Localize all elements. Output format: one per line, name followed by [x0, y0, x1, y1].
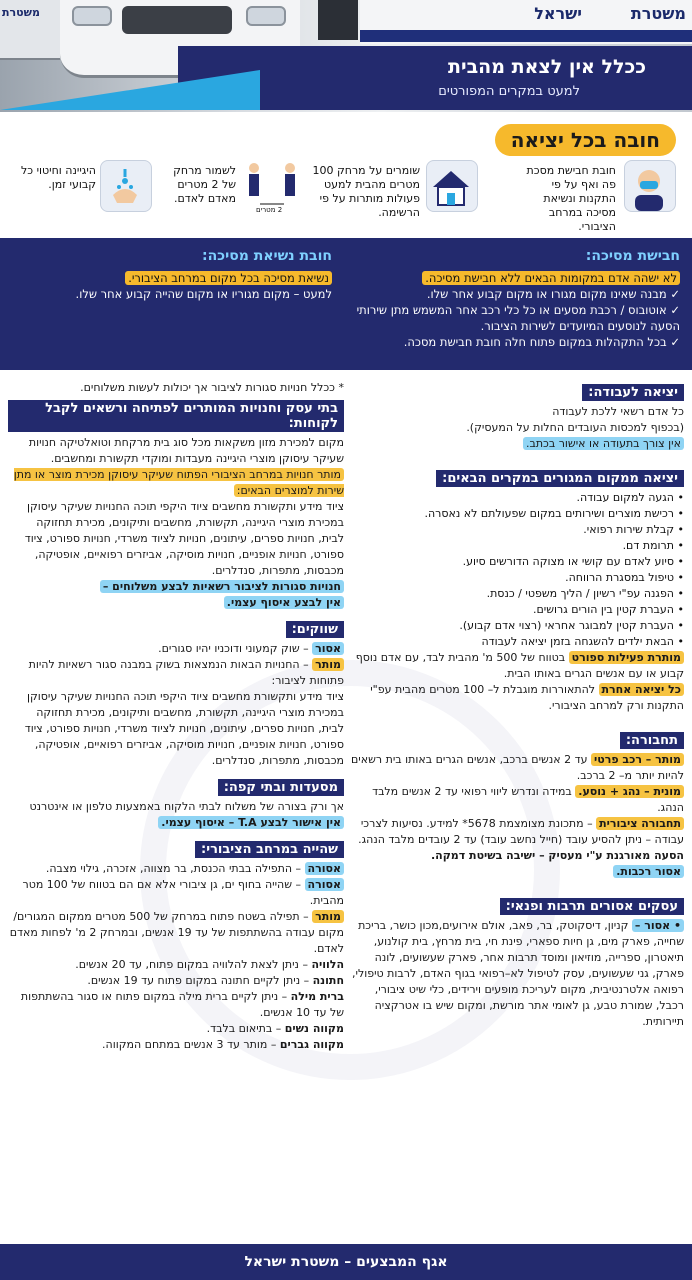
no-pickup: אין לבצע איסוף עצמי. [224, 596, 344, 609]
work-text: כל אדם רשאי ללכת לעבודה [552, 405, 684, 418]
page-title: ככלל אין לצאת מהבית [448, 56, 646, 78]
police-car-left-label: משטרת [2, 6, 40, 19]
public-rule: מותר – תפילה בשטח פתוח במרחק של 500 מטרים ממקום המגורים/ מקום עבודה בהשתתפות של עד 19 אנשים, ובמרחק 2 מ' לפחות מאדם לאדם. [9, 910, 344, 955]
public-space-section [8, 837, 344, 1053]
exit-heading: יציאה ממקום המגורים במקרים הבאים: [436, 470, 684, 487]
public-rule: ברית מילה – ניתן לקיים ברית מילה במקום פתוח או סגור בהשתתפות של עד 10 אנשים. [20, 990, 344, 1019]
work-text-2: (בכפוף למכסות העובדים החלות על המעסיק). [466, 421, 684, 434]
mask-wear-item: ✓ בכל התקהלות במקום פתוח חלה חובת חבישת מסכה. [403, 335, 680, 349]
list-item: • הבאת ילדים להשגחה בזמן יציאה לעבודה [348, 634, 684, 650]
business-heading: בתי עסק וחנויות המותרים לפתיחה ורשאים לקבל לקוחות: [8, 400, 344, 432]
headlight-right [246, 6, 286, 26]
left-column [8, 380, 344, 1059]
public-rule: הלוויה – ניתן לצאת להלוויה במקום פתוח, עד 20 אנשים. [75, 958, 344, 971]
markets-forbid: אסור – שוק קמעוני ודוכניו יהיו סגורים. [8, 641, 344, 657]
mask-carry-column [12, 248, 332, 302]
mask-carry-title: חובת נשיאת מסיכה: [201, 248, 332, 264]
mask-wear-title: חבישת מסיכה: [585, 248, 680, 264]
duty-icons-row [0, 160, 692, 232]
markets-section [8, 617, 344, 769]
house-icon [426, 160, 478, 212]
business-text-2: ציוד מידע ותקשורת מחשבים ציוד היקפי תוכה החנויות שעיקר עיסוקן במכירת מוצרי היגיינה, תקשורת, מחשבים ותיקונים, מכירת תחזוקה לבית, חנויות ספרים, עיתונים, חנויות לציוד משרדי, חנויות ספורט, ציוד ספורט, חנויות אופניים, חנויות מוסיקה, אביזרים רפואיים, אופטיקה, מכבסות, מתפרות, סנדלרים. [24, 500, 344, 577]
mask-wear-column [350, 248, 680, 350]
mask-carry-text: למעט – מקום מגוריו או מקום שהייה קבוע אחר שלו. [75, 287, 332, 301]
list-item: • קבלת שירות רפואי. [348, 522, 684, 538]
rules-body [0, 380, 692, 1240]
business-section [8, 396, 344, 611]
mask-wear-item: ✓ מבנה שאינו מקום מגורו או מקום קבוע אחר שלו. [426, 287, 680, 301]
food-section [8, 775, 344, 831]
duty-text-mask: חובת חבישת מסכת פה ואף על פי התקנות ונשיאת מסיכה במרחב הציבורי. [526, 164, 616, 233]
police-car-right-label: משטרת [630, 4, 686, 23]
exit-section [348, 466, 684, 714]
private-car-rule: מותר – רכב פרטי עד 2 אנשים ברכב, אנשים הגרים באותו בית רשאים להיות יותר מ– 2 ברכב. [350, 753, 684, 782]
list-item: • הפגנה עפ"י רשיון / הליך משפטי / כנסת. [348, 586, 684, 602]
rail-rule: אסור רכבות. [613, 865, 684, 878]
work-heading: יציאה לעבודה: [582, 384, 684, 401]
taxi-rule: מונית – נהג + נוסע. במידה ונדרש ליווי רפואי עד 2 אנשים מלבד הנהג. [372, 785, 684, 814]
page-subtitle: למעט במקרים המפורטים [438, 84, 580, 99]
culture-heading: עסקים אסורים תרבות ופנאי: [500, 898, 684, 915]
police-car-left [0, 0, 60, 60]
list-item: • תרומת דם. [348, 538, 684, 554]
markets-heading: שווקים: [286, 621, 344, 638]
handwash-icon [100, 160, 152, 212]
culture-text: • אסור – קניון, דיסקוטק, בר, פאב, אולם אירועים,מכון כושר, בריכת שחייה, פארק מים, גן חיות ספארי, פינת חי, בית מרחץ, בית קולנוע, תיאטרון, ספרייה, מוזיאון ומוסד תרבות אחר, פארק שעשועים, לונה פארק, גני שעשועים, עסק לטיפול לא–רפואי בגוף האדם, לרבות טיפולי, רפואה אלטרנטיבית, מקום לעריכת מופעים וירידים, כלי שיט ציבורי, רכבל, שמורת טבע, גן לאומי אתר מורשת, ומקום שיש בו אטרקציה תיירותית. [352, 919, 684, 1028]
markets-allow: מותר – החנויות הבאות הנמצאות בשוק במבנה סגור רשאיות להיות פתוחות לציבור: [28, 658, 344, 687]
work-section [348, 380, 684, 452]
closed-stores-delivery: חנויות סגורות לציבור רשאיות לבצע משלוחים – [100, 580, 344, 593]
sport-rule: מותרת פעילות ספורט בטווח של 500 מ' מהבית לבד, עם אדם נוסף קבוע או עם אנשים הגרים באותו הבית. [355, 651, 684, 680]
list-item: • הגעה למקום עבודה. [348, 490, 684, 506]
public-rule: אסורה – שהייה בחוף ים, גן ציבורי אלא אם הם בטווח של 100 מטר מהבית. [22, 878, 344, 907]
food-highlight: אין אישור לבצע T.A – איסוף עצמי. [158, 816, 344, 829]
officer-figure [318, 0, 358, 40]
other-exit-rule: כל יציאה אחרת להתאוררות מוגבלת ל– 100 מטרים מהבית עפ"י התקנות ורק למרחב הציבורי. [370, 683, 684, 712]
list-item: • רכישת מוצרים ושירותים במקום שפעולתם לא נאסרה. [348, 506, 684, 522]
car-stripe [360, 30, 692, 42]
public-rule: חתונה – ניתן לקיים חתונה במקום פתוח עד 19 אנשים. [87, 974, 344, 987]
hero-photo [0, 0, 692, 112]
list-item: • סיוע לאדם עם קושי או מצוקה הדורשים סיוע. [348, 554, 684, 570]
employer-shuttle-rule: הסעה מאורגנת ע"י מעסיק – ישיבה בשיטת דמקה. [430, 849, 684, 862]
list-item: • טיפול במסגרת הרווחה. [348, 570, 684, 586]
public-transport-rule: תחבורה ציבורית – מתכונת מצומצמת 5678* למידע. נסיעות לצרכי עבודה – ניתן להסיע עובד (חייל נחשב עובד) עד 2 עובדים מלבד הנהג. [358, 817, 684, 846]
car-grille [122, 6, 232, 34]
duty-text-distance-home: שומרים על מרחק 100 מטרים מהבית למעט פעולות מותרות על פי הרשימה. [312, 164, 420, 219]
footer-credit: אגף המבצעים – משטרת ישראל [0, 1244, 692, 1280]
stores-note: * ככלל חנויות סגורות לציבור אך יכולות לעשות משלוחים. [80, 381, 344, 394]
duty-text-hygiene: היגיינה וחיטוי כל קבועי זמן. [21, 164, 96, 191]
list-item: • העברת קטין למבוגר אחראי (רצוי אדם קבוע). [348, 618, 684, 634]
exit-list [348, 490, 684, 650]
mask-person-icon [624, 160, 676, 212]
distance-icon [242, 160, 302, 212]
mask-wear-lead: לא ישהה אדם במקומות הבאים ללא חבישת מסיכה. [422, 271, 680, 285]
right-column [348, 380, 684, 1036]
public-rule: אסורה – התפילה בבתי הכנסת, בר מצווה, אזכרה, גילוי מצבה. [8, 861, 344, 877]
duty-badge: חובה בכל יציאה [495, 124, 676, 156]
list-item: • העברת קטין בין הורים גרושים. [348, 602, 684, 618]
public-space-heading: שהייה במרחב הציבורי: [195, 841, 344, 858]
distance-icon-label: 2 מטרים [256, 206, 283, 214]
mask-carry-lead: נשיאת מסיכה בכל מקום במרחב הציבורי. [125, 271, 332, 285]
headlight-left [72, 6, 112, 26]
police-car-right [360, 0, 692, 44]
food-heading: מסעדות ובתי קפה: [218, 779, 344, 796]
food-text: אך ורק בצורה של משלוח לבתי הלקוח באמצעות טלפון או אינטרנט [29, 800, 344, 813]
public-rule: מקווה גברים – מותר עד 3 אנשים במתחם המקווה. [102, 1038, 344, 1051]
work-highlight: אין צורך בתעודה או אישור בכתב. [523, 437, 684, 450]
mask-wear-item: ✓ אוטובוס / רכבת מסעים או כל כלי רכב אחר המשמש מתן שירותי הסעה לנוסעים המיועדים לשירות הציבור. [356, 303, 680, 333]
transport-heading: תחבורה: [620, 732, 684, 749]
police-car-right-label-2: ישראל [534, 4, 582, 23]
public-rule: מקווה נשים – בתיאום בלבד. [206, 1022, 344, 1035]
markets-text: ציוד מידע ותקשורת מחשבים ציוד היקפי תוכה החנויות שעיקר עיסוקן במכירת מוצרי היגיינה, תקשורת, מחשבים ותיקונים, מכירת תחזוקה לבית, חנויות ספרים, עיתונים, חנויות לציוד משרדי, חנויות ספורט, ציוד ספורט, חנויות אופניים, חנויות מוסיקה, אביזרים רפואיים, אופטיקה, מכבסות, מתפרות, סנדלרים. [24, 690, 344, 767]
transport-section [348, 728, 684, 880]
duty-text-two-meters: לשמור מרחק של 2 מטרים מאדם לאדם. [173, 164, 236, 205]
culture-section [348, 894, 684, 1030]
mask-band [0, 238, 692, 370]
business-text: מקום למכירת מזון משקאות מכל סוג בית מרקחת וטואלטיקה חנויות שעיקר עיסוקן מוצרי היגיינה מעבדות ומוקדי תקשורת ומחשבים. [28, 436, 344, 465]
business-highlight: מותר חנויות במרחב הציבורי הפתוח שעיקר עיסוקן מכירת מוצר או מתן שירות למוצרים הבאים: [13, 468, 344, 497]
banner-accent [0, 70, 260, 110]
